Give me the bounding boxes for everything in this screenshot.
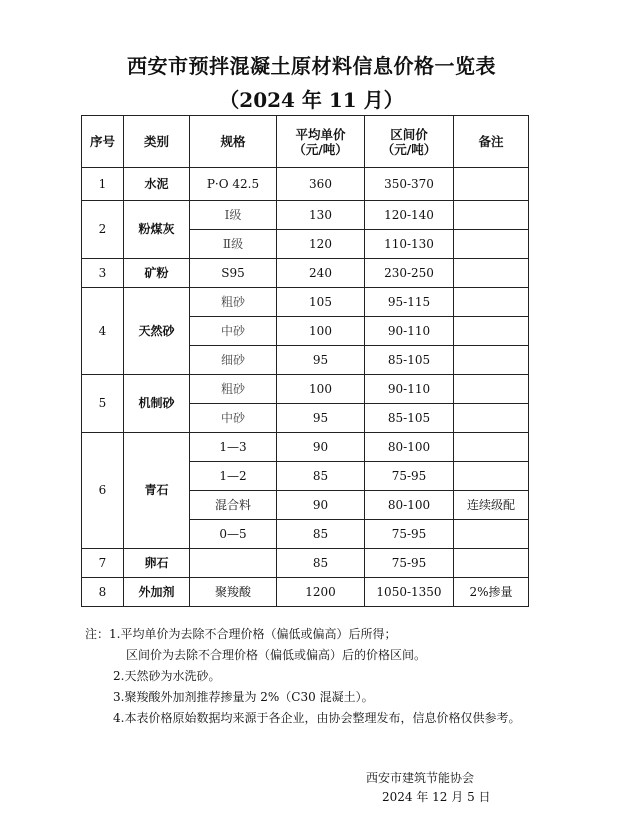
row-category: 外加剂 <box>124 578 190 607</box>
row-range: 120-140 <box>365 201 454 230</box>
row-no: 4 <box>82 288 124 375</box>
row-remark <box>454 433 529 462</box>
row-avg: 1200 <box>277 578 365 607</box>
row-remark <box>454 346 529 375</box>
row-no: 7 <box>82 549 124 578</box>
table-row <box>82 259 529 288</box>
row-no: 2 <box>82 201 124 259</box>
note-1a: 注：1.平均单价为去除不合理价格（偏低或偏高）后所得； <box>85 627 397 641</box>
header-spec: 规格 <box>190 116 277 168</box>
row-remark: 连续级配 <box>454 491 529 520</box>
price-table <box>81 115 529 607</box>
row-range: 95-115 <box>365 288 454 317</box>
row-remark <box>454 520 529 549</box>
row-remark <box>454 168 529 201</box>
signature-block <box>366 769 491 807</box>
row-remark <box>454 375 529 404</box>
row-avg: 90 <box>277 491 365 520</box>
row-no: 1 <box>82 168 124 201</box>
row-no: 3 <box>82 259 124 288</box>
header-remark: 备注 <box>454 116 529 168</box>
row-remark <box>454 462 529 491</box>
row-category: 矿粉 <box>124 259 190 288</box>
row-spec: 聚羧酸 <box>190 578 277 607</box>
header-range-line1: 区间价 <box>390 126 428 142</box>
header-category: 类别 <box>124 116 190 168</box>
row-category: 青石 <box>124 433 190 549</box>
row-range: 85-105 <box>365 404 454 433</box>
table-row <box>82 288 529 317</box>
row-no: 5 <box>82 375 124 433</box>
row-avg: 85 <box>277 549 365 578</box>
page-title: 西安市预拌混凝土原材料信息价格一览表 <box>127 54 496 78</box>
row-range: 80-100 <box>365 433 454 462</box>
notes-block <box>85 624 545 729</box>
row-range: 80-100 <box>365 491 454 520</box>
row-spec: P·O 42.5 <box>190 168 277 201</box>
row-spec: 细砂 <box>190 346 277 375</box>
header-no: 序号 <box>82 116 124 168</box>
note-1b: 区间价为去除不合理价格（偏低或偏高）后的价格区间。 <box>126 648 427 662</box>
row-avg: 90 <box>277 433 365 462</box>
table-header-row <box>82 116 529 168</box>
row-remark <box>454 201 529 230</box>
table-row <box>82 201 529 230</box>
row-category: 水泥 <box>124 168 190 201</box>
row-spec: 1—2 <box>190 462 277 491</box>
row-spec <box>190 549 277 578</box>
row-remark: 2%掺量 <box>454 578 529 607</box>
row-avg: 85 <box>277 520 365 549</box>
row-range: 75-95 <box>365 549 454 578</box>
row-no: 8 <box>82 578 124 607</box>
row-avg: 240 <box>277 259 365 288</box>
row-remark <box>454 259 529 288</box>
table-row <box>82 549 529 578</box>
note-3: 3.聚羧酸外加剂推荐掺量为 2%（C30 混凝土）。 <box>113 690 374 704</box>
table-row <box>82 375 529 404</box>
row-spec: 混合料 <box>190 491 277 520</box>
row-range: 230-250 <box>365 259 454 288</box>
row-spec: 0—5 <box>190 520 277 549</box>
signature-org: 西安市建筑节能协会 <box>366 771 475 785</box>
row-avg: 120 <box>277 230 365 259</box>
table-row <box>82 578 529 607</box>
header-avg-line1: 平均单价 <box>295 126 346 142</box>
row-remark <box>454 317 529 346</box>
row-spec: Ⅱ级 <box>190 230 277 259</box>
row-spec: Ⅰ级 <box>190 201 277 230</box>
row-avg: 130 <box>277 201 365 230</box>
header-range-price <box>365 116 454 168</box>
signature-date: 2024 年 12 月 5 日 <box>382 790 491 804</box>
header-avg-line2: （元/吨） <box>293 141 348 157</box>
row-range: 75-95 <box>365 462 454 491</box>
note-2: 2.天然砂为水洗砂。 <box>113 669 221 683</box>
row-spec: S95 <box>190 259 277 288</box>
row-range: 75-95 <box>365 520 454 549</box>
row-category: 机制砂 <box>124 375 190 433</box>
row-range: 110-130 <box>365 230 454 259</box>
row-range: 90-110 <box>365 317 454 346</box>
row-remark <box>454 404 529 433</box>
row-range: 350-370 <box>365 168 454 201</box>
row-spec: 中砂 <box>190 404 277 433</box>
row-avg: 100 <box>277 375 365 404</box>
row-avg: 95 <box>277 346 365 375</box>
note-4: 4.本表价格原始数据均来源于各企业，由协会整理发布，信息价格仅供参考。 <box>113 711 521 725</box>
row-category: 粉煤灰 <box>124 201 190 259</box>
page-subtitle: （2024 年 11 月） <box>219 88 404 112</box>
table-row <box>82 168 529 201</box>
header-avg-price <box>277 116 365 168</box>
row-range: 85-105 <box>365 346 454 375</box>
row-category: 天然砂 <box>124 288 190 375</box>
row-spec: 中砂 <box>190 317 277 346</box>
table-row <box>82 433 529 462</box>
row-spec: 1—3 <box>190 433 277 462</box>
row-no: 6 <box>82 433 124 549</box>
row-remark <box>454 288 529 317</box>
row-remark <box>454 549 529 578</box>
row-category: 卵石 <box>124 549 190 578</box>
row-range: 90-110 <box>365 375 454 404</box>
row-avg: 95 <box>277 404 365 433</box>
row-avg: 105 <box>277 288 365 317</box>
row-remark <box>454 230 529 259</box>
header-range-line2: （元/吨） <box>381 141 437 157</box>
row-avg: 85 <box>277 462 365 491</box>
row-range: 1050-1350 <box>365 578 454 607</box>
row-spec: 粗砂 <box>190 288 277 317</box>
row-avg: 100 <box>277 317 365 346</box>
row-avg: 360 <box>277 168 365 201</box>
row-spec: 粗砂 <box>190 375 277 404</box>
